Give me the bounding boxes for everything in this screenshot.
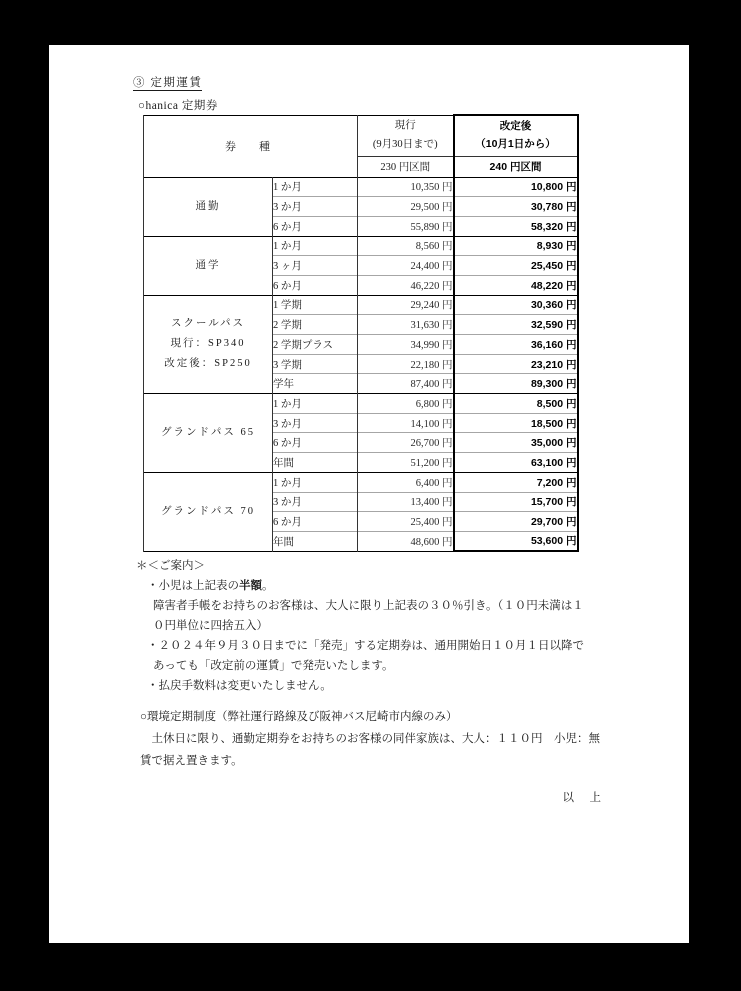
- period-cell: 学年: [273, 374, 358, 394]
- period-cell: 3 か月: [273, 492, 358, 512]
- category-label: グランドパス 70: [161, 505, 255, 517]
- current-fare-cell: 24,400 円: [358, 256, 454, 276]
- category-cell: [144, 295, 273, 393]
- current-fare-cell: 10,350 円: [358, 177, 454, 197]
- revised-fare-cell: 7,200 円: [454, 472, 578, 492]
- current-fare-cell: 31,630 円: [358, 315, 454, 335]
- category-cell: [144, 394, 273, 473]
- revised-fare-cell: 8,500 円: [454, 394, 578, 414]
- note-disability-discount: 障害者手帳をお持ちのお客様は、大人に限り上記表の３０％引き。（１０円未満は１: [153, 600, 584, 612]
- category-label: 改定後：SP250: [164, 358, 252, 370]
- revised-fare-cell: 10,800 円: [454, 177, 578, 197]
- period-cell: 2 学期プラス: [273, 335, 358, 355]
- table-row: [144, 394, 578, 414]
- environment-pass-line1: 土休日に限り、通勤定期券をお持ちのお客様の同伴家族は、大人：１１０円 小児：無: [140, 733, 600, 745]
- revised-fare-cell: 23,210 円: [454, 354, 578, 374]
- note-children-half-fare: [147, 576, 616, 596]
- current-fare-cell: 25,400 円: [358, 512, 454, 532]
- revised-fare-cell: 53,600 円: [454, 531, 578, 551]
- note-text: 。: [262, 580, 274, 592]
- current-fare-cell: 34,990 円: [358, 335, 454, 355]
- revised-fare-cell: 35,000 円: [454, 433, 578, 453]
- note-presale-cont: あっても「改定前の運賃」で発売いたします。: [153, 660, 394, 672]
- current-zone-header: 230 円区間: [358, 156, 454, 177]
- period-cell: 1 か月: [273, 394, 358, 414]
- period-cell: 3 ヶ月: [273, 256, 358, 276]
- period-cell: 年間: [273, 453, 358, 473]
- category-label: 通勤: [195, 200, 221, 212]
- category-label: スクールパス: [170, 318, 246, 330]
- note-bold-text: 半額: [239, 580, 262, 592]
- table-row: [144, 472, 578, 492]
- current-label: 現行: [394, 120, 416, 132]
- current-fare-cell: 6,400 円: [358, 472, 454, 492]
- note-presale: ・２０２４年９月３０日までに「発売」する定期券は、通用開始日１０月１日以降で: [147, 640, 584, 652]
- period-cell: 6 か月: [273, 216, 358, 236]
- period-cell: 3 学期: [273, 354, 358, 374]
- period-cell: 年間: [273, 531, 358, 551]
- revised-fare-cell: 32,590 円: [454, 315, 578, 335]
- current-fare-cell: 26,700 円: [358, 433, 454, 453]
- revised-fare-cell: 63,100 円: [454, 453, 578, 473]
- table-row: [144, 236, 578, 256]
- notes-intro: ＊＜ご案内＞: [136, 560, 205, 572]
- period-cell: 1 か月: [273, 236, 358, 256]
- note-refund-fee: ・払戻手数料は変更いたしません。: [147, 680, 332, 692]
- revised-fare-cell: 15,700 円: [454, 492, 578, 512]
- category-label: 現行：SP340: [170, 338, 246, 350]
- table-row: [144, 295, 578, 315]
- period-cell: 3 か月: [273, 413, 358, 433]
- current-fare-cell: 22,180 円: [358, 354, 454, 374]
- current-fare-cell: 46,220 円: [358, 275, 454, 295]
- environment-pass-line2: 賃で据え置きます。: [140, 755, 243, 767]
- category-cell: [144, 472, 273, 551]
- revised-fare-header: [454, 115, 578, 156]
- category-cell: [144, 177, 273, 236]
- note-text: ・小児は上記表の: [147, 580, 239, 592]
- current-fare-cell: 6,800 円: [358, 394, 454, 414]
- revised-label: 改定後: [499, 119, 532, 132]
- environment-pass-section: [140, 706, 620, 772]
- period-cell: 3 か月: [273, 197, 358, 217]
- category-label: 通学: [195, 259, 221, 271]
- current-fare-cell: 13,400 円: [358, 492, 454, 512]
- period-cell: 1 学期: [273, 295, 358, 315]
- revised-fare-cell: 29,700 円: [454, 512, 578, 532]
- current-fare-cell: 29,500 円: [358, 197, 454, 217]
- current-fare-cell: 87,400 円: [358, 374, 454, 394]
- revised-fare-cell: 18,500 円: [454, 413, 578, 433]
- period-cell: 2 学期: [273, 315, 358, 335]
- period-cell: 6 か月: [273, 433, 358, 453]
- current-fare-cell: 14,100 円: [358, 413, 454, 433]
- section-title-text: ③ 定期運賃: [133, 77, 203, 89]
- revised-sub-label: （10月1日から）: [475, 137, 556, 150]
- environment-pass-title: ○環境定期制度（弊社運行路線及び阪神バス尼崎市内線のみ）: [140, 711, 458, 723]
- revised-fare-cell: 30,780 円: [454, 197, 578, 217]
- current-fare-cell: 8,560 円: [358, 236, 454, 256]
- revised-fare-cell: 48,220 円: [454, 275, 578, 295]
- note-rounding: ０円単位に四捨五入）: [153, 620, 268, 632]
- closing-text: 以 上: [562, 792, 603, 804]
- current-fare-cell: 29,240 円: [358, 295, 454, 315]
- current-fare-cell: 48,600 円: [358, 531, 454, 551]
- revised-zone-header: 240 円区間: [454, 156, 578, 177]
- current-sub-label: (9月30日まで): [372, 138, 438, 150]
- document-page: [49, 45, 689, 943]
- category-cell: [144, 236, 273, 295]
- category-label: グランドパス 65: [161, 426, 255, 438]
- period-cell: 1 か月: [273, 177, 358, 197]
- notes-section: [136, 556, 616, 696]
- current-fare-cell: 51,200 円: [358, 453, 454, 473]
- revised-fare-cell: 89,300 円: [454, 374, 578, 394]
- subsection-title: ○hanica 定期券: [138, 100, 218, 112]
- current-fare-cell: 55,890 円: [358, 216, 454, 236]
- revised-fare-cell: 8,930 円: [454, 236, 578, 256]
- period-cell: 1 か月: [273, 472, 358, 492]
- revised-fare-cell: 25,450 円: [454, 256, 578, 276]
- period-cell: 6 か月: [273, 275, 358, 295]
- revised-fare-cell: 36,160 円: [454, 335, 578, 355]
- revised-fare-cell: 58,320 円: [454, 216, 578, 236]
- current-fare-header: [358, 115, 454, 156]
- section-title: [133, 74, 202, 90]
- revised-fare-cell: 30,360 円: [454, 295, 578, 315]
- ticket-type-header: 券 種: [144, 115, 358, 177]
- table-row: [144, 177, 578, 197]
- fare-table: [143, 114, 579, 552]
- period-cell: 6 か月: [273, 512, 358, 532]
